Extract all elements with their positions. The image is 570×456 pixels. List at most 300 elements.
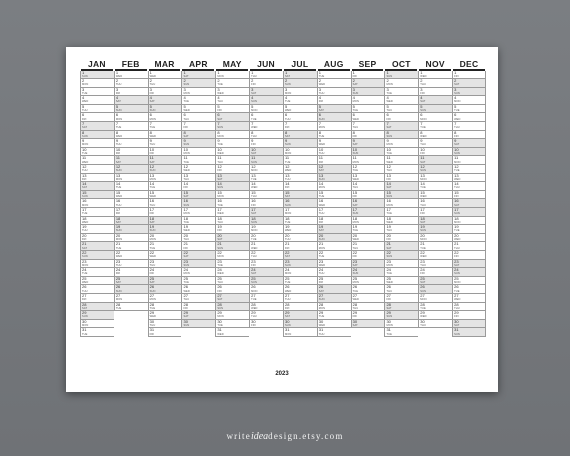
- day-cell: [80, 122, 114, 131]
- weekday-label: SAT: [420, 160, 426, 164]
- day-number: 13: [284, 173, 290, 178]
- weekday-label: THU: [284, 177, 291, 181]
- day-number: 3: [386, 87, 389, 92]
- day-number: 25: [251, 276, 256, 281]
- day-cell: [384, 96, 418, 105]
- day-cell: [452, 191, 486, 200]
- day-cell: [384, 311, 418, 320]
- weekday-label: SUN: [183, 203, 190, 207]
- month-name: MAR: [154, 59, 175, 69]
- day-number: 9: [318, 139, 322, 144]
- day-cell: [418, 208, 452, 217]
- day-number: 14: [183, 182, 188, 187]
- weekday-label: WED: [115, 74, 123, 78]
- day-number: 19: [82, 225, 87, 230]
- weekday-label: SUN: [352, 152, 359, 156]
- day-number: 7: [251, 122, 254, 127]
- day-number: 23: [420, 259, 425, 264]
- weekday-label: MON: [183, 272, 190, 276]
- day-cell: [80, 225, 114, 234]
- weekday-label: SAT: [454, 263, 460, 267]
- day-cell: [249, 242, 283, 251]
- day-cell: [215, 320, 249, 329]
- day-number: 14: [352, 182, 358, 187]
- weekday-label: MON: [352, 100, 359, 104]
- day-number: 18: [386, 216, 391, 221]
- weekday-label: WED: [251, 306, 258, 310]
- month-name: JUN: [257, 59, 275, 69]
- day-number: 24: [318, 268, 324, 273]
- day-cell: [384, 71, 418, 80]
- weekday-label: MON: [352, 220, 359, 224]
- day-cell: [384, 277, 418, 286]
- day-cell: [249, 174, 283, 183]
- day-cell: [418, 174, 452, 183]
- day-cell: [148, 139, 182, 148]
- day-number: 28: [149, 302, 155, 307]
- day-cell: [351, 225, 385, 234]
- day-cell: [418, 122, 452, 131]
- day-cell: [283, 79, 317, 88]
- weekday-label: FRI: [183, 186, 188, 190]
- day-number: 29: [217, 311, 222, 316]
- weekday-label: TUE: [82, 272, 88, 276]
- day-number: 30: [82, 319, 87, 324]
- day-number: 22: [149, 250, 155, 255]
- day-cell: [181, 96, 215, 105]
- day-number: 7: [386, 122, 389, 127]
- day-number: 13: [149, 173, 155, 178]
- day-number: 17: [420, 208, 425, 212]
- weekday-label: SAT: [251, 91, 257, 95]
- weekday-label: FRI: [251, 263, 256, 267]
- day-number: 30: [454, 319, 459, 324]
- day-cell: [418, 96, 452, 105]
- day-cell: [452, 294, 486, 303]
- weekday-label: SAT: [284, 195, 291, 198]
- month-name: FEB: [121, 59, 140, 69]
- day-number: 17: [149, 208, 155, 212]
- day-cell: [148, 191, 182, 200]
- weekday-label: WED: [454, 177, 461, 181]
- watermark-suffix: design.etsy.com: [268, 431, 344, 441]
- day-number: 28: [420, 302, 425, 307]
- weekday-label: WED: [420, 195, 427, 198]
- weekday-label: TUE: [284, 220, 291, 224]
- month-column: [249, 59, 283, 337]
- day-cell: [114, 71, 148, 80]
- day-cell: [80, 303, 114, 312]
- day-number: 27: [149, 293, 155, 298]
- weekday-label: THU: [284, 117, 291, 121]
- day-cell: [215, 268, 249, 277]
- day-cell: [317, 96, 351, 105]
- day-cell: [283, 139, 317, 148]
- weekday-label: WED: [284, 169, 292, 173]
- weekday-label: THU: [149, 203, 156, 207]
- day-cell: [351, 79, 385, 88]
- weekday-label: SUN: [284, 263, 291, 267]
- weekday-label: THU: [82, 229, 88, 233]
- day-cell: [384, 260, 418, 269]
- weekday-label: SAT: [183, 74, 189, 78]
- day-cell: [418, 320, 452, 329]
- day-cell: [215, 217, 249, 226]
- day-number: 25: [115, 276, 121, 281]
- day-number: 18: [420, 216, 425, 221]
- weekday-label: WED: [318, 83, 326, 87]
- day-cell: [114, 96, 148, 105]
- day-cell: [181, 165, 215, 174]
- weekday-label: SAT: [318, 289, 324, 293]
- day-number: 17: [115, 208, 121, 212]
- day-number: 22: [352, 250, 358, 255]
- day-cell: [80, 182, 114, 191]
- month-column: [283, 59, 317, 337]
- weekday-label: MON: [82, 323, 89, 327]
- day-cell: [317, 71, 351, 80]
- day-number: 12: [217, 165, 222, 170]
- weekday-label: TUE: [217, 83, 223, 87]
- weekday-label: SAT: [217, 298, 223, 302]
- day-cell: [114, 79, 148, 88]
- weekday-label: THU: [352, 306, 359, 310]
- day-cell: [384, 131, 418, 140]
- day-number: 26: [318, 285, 324, 290]
- day-cell: [317, 225, 351, 234]
- weekday-label: FRI: [149, 212, 155, 216]
- day-number: 6: [149, 113, 152, 118]
- weekday-label: SUN: [149, 169, 156, 173]
- day-cell: [114, 122, 148, 131]
- day-number: 8: [386, 130, 389, 135]
- weekday-label: SUN: [251, 160, 257, 164]
- day-cell: [384, 294, 418, 303]
- day-number: 22: [217, 250, 222, 255]
- weekday-label: SAT: [386, 246, 392, 250]
- day-number: 2: [386, 79, 389, 84]
- day-cell: [384, 320, 418, 329]
- day-number: 26: [284, 285, 290, 290]
- day-cell: [181, 71, 215, 80]
- weekday-label: SUN: [115, 229, 122, 233]
- day-cell: [384, 148, 418, 157]
- day-number: 22: [420, 250, 425, 255]
- day-cell: [181, 251, 215, 260]
- weekday-label: SAT: [386, 306, 392, 310]
- month-name: DEC: [459, 59, 479, 69]
- day-cell: [249, 96, 283, 105]
- day-cell: [181, 79, 215, 88]
- weekday-label: TUE: [420, 246, 426, 250]
- day-cell: [452, 268, 486, 277]
- day-number: 18: [149, 216, 155, 221]
- day-number: 19: [284, 225, 290, 230]
- day-cell: [181, 139, 215, 148]
- day-number: 2: [149, 79, 152, 84]
- day-cell: [317, 285, 351, 294]
- weekday-label: SUN: [183, 263, 190, 267]
- weekday-label: TUE: [149, 126, 156, 130]
- weekday-label: SAT: [386, 186, 392, 190]
- day-cell: [418, 242, 452, 251]
- day-number: 26: [183, 285, 188, 290]
- day-cell: [114, 260, 148, 269]
- day-number: 2: [82, 79, 85, 84]
- day-cell: [317, 268, 351, 277]
- day-number: 2: [352, 79, 355, 84]
- day-cell: [351, 139, 385, 148]
- weekday-label: SUN: [420, 289, 427, 293]
- weekday-label: THU: [217, 160, 223, 164]
- day-number: 31: [149, 328, 155, 333]
- day-number: 7: [217, 122, 220, 127]
- weekday-label: THU: [454, 246, 460, 250]
- day-number: 1: [454, 70, 457, 75]
- weekday-label: SAT: [183, 195, 189, 198]
- day-cell: [249, 268, 283, 277]
- day-cell: [215, 139, 249, 148]
- day-number: 29: [454, 311, 459, 316]
- day-number: 5: [352, 104, 355, 109]
- day-number: 21: [454, 242, 459, 247]
- day-number: 20: [420, 233, 425, 238]
- weekday-label: TUE: [284, 100, 291, 104]
- day-cell: [80, 79, 114, 88]
- weekday-label: THU: [420, 143, 426, 147]
- weekday-label: THU: [149, 143, 156, 147]
- weekday-label: WED: [183, 109, 190, 113]
- weekday-label: FRI: [318, 160, 324, 164]
- day-number: 23: [251, 259, 256, 264]
- day-cell: [317, 88, 351, 97]
- day-number: 12: [284, 165, 290, 170]
- weekday-label: FRI: [420, 152, 425, 156]
- weekday-label: THU: [386, 289, 393, 293]
- weekday-label: TUE: [82, 332, 88, 336]
- day-cell: [452, 251, 486, 260]
- day-cell: [249, 208, 283, 217]
- day-number: 24: [251, 268, 256, 273]
- weekday-label: FRI: [251, 203, 256, 207]
- weekday-label: SAT: [318, 109, 324, 113]
- day-cell: [317, 217, 351, 226]
- day-cell: [114, 191, 148, 200]
- weekday-label: MON: [454, 160, 461, 164]
- weekday-label: FRI: [217, 109, 222, 113]
- weekday-label: MON: [284, 91, 292, 95]
- day-cell: [317, 260, 351, 269]
- day-cell: [351, 122, 385, 131]
- day-cell: [215, 208, 249, 217]
- day-cell: [452, 225, 486, 234]
- day-cell: [283, 225, 317, 234]
- weekday-label: FRI: [352, 74, 358, 78]
- weekday-label: MON: [251, 289, 258, 293]
- weekday-label: THU: [386, 169, 393, 173]
- day-number: 4: [284, 96, 288, 101]
- weekday-label: TUE: [115, 126, 122, 130]
- day-number: 24: [115, 268, 121, 273]
- day-number: 11: [352, 156, 357, 161]
- day-number: 28: [352, 302, 358, 307]
- day-number: 29: [183, 311, 188, 316]
- day-number: 20: [454, 233, 459, 238]
- day-number: 20: [149, 233, 155, 238]
- day-number: 6: [318, 113, 322, 118]
- weekday-label: SUN: [454, 332, 460, 336]
- weekday-label: TUE: [82, 152, 88, 156]
- weekday-label: FRI: [251, 143, 256, 147]
- weekday-label: WED: [251, 186, 258, 190]
- weekday-label: WED: [115, 134, 123, 138]
- day-cell: [148, 182, 182, 191]
- day-cell: [351, 105, 385, 114]
- month-name: JUL: [291, 59, 309, 69]
- weekday-label: MON: [352, 160, 359, 164]
- day-number: 24: [149, 268, 155, 273]
- day-number: 23: [183, 259, 188, 264]
- weekday-label: THU: [454, 126, 460, 130]
- day-cell: [351, 156, 385, 165]
- weekday-label: TUE: [149, 306, 156, 310]
- weekday-label: WED: [183, 169, 190, 173]
- day-number: 25: [386, 276, 391, 281]
- weekday-label: THU: [115, 83, 122, 87]
- day-number: 13: [454, 173, 459, 178]
- weekday-label: FRI: [115, 91, 121, 95]
- day-number: 11: [454, 156, 459, 161]
- day-cell: [114, 234, 148, 243]
- weekday-label: FRI: [284, 186, 290, 190]
- day-number: 17: [284, 208, 290, 212]
- day-number: 22: [183, 250, 188, 255]
- day-cell: [351, 268, 385, 277]
- day-number: 2: [217, 79, 220, 84]
- day-cell: [317, 303, 351, 312]
- day-number: 30: [284, 319, 290, 324]
- weekday-label: SAT: [149, 280, 155, 284]
- month-column: [452, 59, 486, 337]
- day-cell: [181, 303, 215, 312]
- weekday-label: SUN: [149, 289, 156, 293]
- day-number: 13: [115, 173, 121, 178]
- day-cell: [283, 285, 317, 294]
- weekday-label: SAT: [420, 100, 426, 104]
- weekday-label: WED: [149, 315, 157, 319]
- weekday-label: TUE: [251, 177, 257, 181]
- day-cell: [114, 225, 148, 234]
- day-cell: [418, 251, 452, 260]
- weekday-label: SUN: [386, 195, 393, 198]
- day-cell: [418, 88, 452, 97]
- day-number: 3: [217, 87, 220, 92]
- weekday-label: WED: [82, 280, 89, 284]
- day-number: 28: [386, 302, 391, 307]
- day-cell: [249, 303, 283, 312]
- day-number: 8: [149, 130, 152, 135]
- weekday-label: MON: [386, 143, 393, 147]
- day-cell: [418, 139, 452, 148]
- day-number: 14: [217, 182, 222, 187]
- day-number: 5: [318, 104, 322, 109]
- day-number: 3: [454, 87, 457, 92]
- day-number: 13: [217, 173, 222, 178]
- weekday-label: THU: [318, 212, 325, 216]
- weekday-label: MON: [217, 255, 224, 259]
- day-number: 2: [115, 79, 119, 84]
- day-cell: [80, 251, 114, 260]
- day-cell: [215, 311, 249, 320]
- weekday-label: FRI: [217, 169, 222, 173]
- weekday-label: FRI: [251, 323, 256, 327]
- month-name: OCT: [391, 59, 411, 69]
- day-number: 5: [454, 104, 457, 109]
- day-number: 31: [386, 328, 391, 333]
- day-cell: [384, 79, 418, 88]
- day-cell: [384, 165, 418, 174]
- weekday-label: SUN: [115, 289, 122, 293]
- day-number: 2: [284, 79, 288, 84]
- day-number: 22: [251, 250, 256, 255]
- day-cell: [114, 303, 148, 312]
- day-cell: [114, 148, 148, 157]
- weekday-label: SAT: [318, 169, 324, 173]
- day-cell: [418, 131, 452, 140]
- day-number: 13: [420, 173, 425, 178]
- weekday-label: WED: [217, 272, 224, 276]
- weekday-label: THU: [352, 126, 359, 130]
- day-cell: [114, 182, 148, 191]
- weekday-label: TUE: [352, 289, 359, 293]
- day-number: 29: [420, 311, 425, 316]
- weekday-label: MON: [217, 74, 224, 78]
- day-number: 16: [318, 199, 324, 204]
- weekday-label: MON: [183, 91, 190, 95]
- day-cell: [215, 113, 249, 122]
- day-cell: [181, 156, 215, 165]
- day-number: 30: [149, 319, 155, 324]
- day-number: 9: [386, 139, 389, 144]
- weekday-label: TUE: [251, 117, 257, 121]
- day-number: 24: [352, 268, 358, 273]
- day-number: 17: [318, 208, 324, 212]
- day-number: 26: [149, 285, 155, 290]
- day-number: 1: [251, 70, 254, 75]
- day-number: 3: [284, 87, 288, 92]
- weekday-label: TUE: [251, 298, 257, 302]
- weekday-label: SUN: [454, 212, 460, 216]
- day-cell: [249, 225, 283, 234]
- weekday-label: FRI: [82, 237, 87, 241]
- day-number: 21: [352, 242, 358, 247]
- day-cell: [181, 217, 215, 226]
- day-number: 30: [420, 319, 425, 324]
- day-cell: [283, 88, 317, 97]
- day-number: 7: [352, 122, 355, 127]
- weekday-label: SUN: [149, 109, 156, 113]
- weekday-label: MON: [82, 83, 89, 87]
- weekday-label: FRI: [217, 289, 222, 293]
- day-cell: [80, 311, 114, 320]
- day-number: 18: [318, 216, 324, 221]
- weekday-label: FRI: [149, 272, 155, 276]
- day-number: 26: [82, 285, 87, 290]
- day-number: 19: [454, 225, 459, 230]
- day-number: 17: [352, 208, 358, 212]
- day-cell: [148, 217, 182, 226]
- day-number: 31: [284, 328, 290, 333]
